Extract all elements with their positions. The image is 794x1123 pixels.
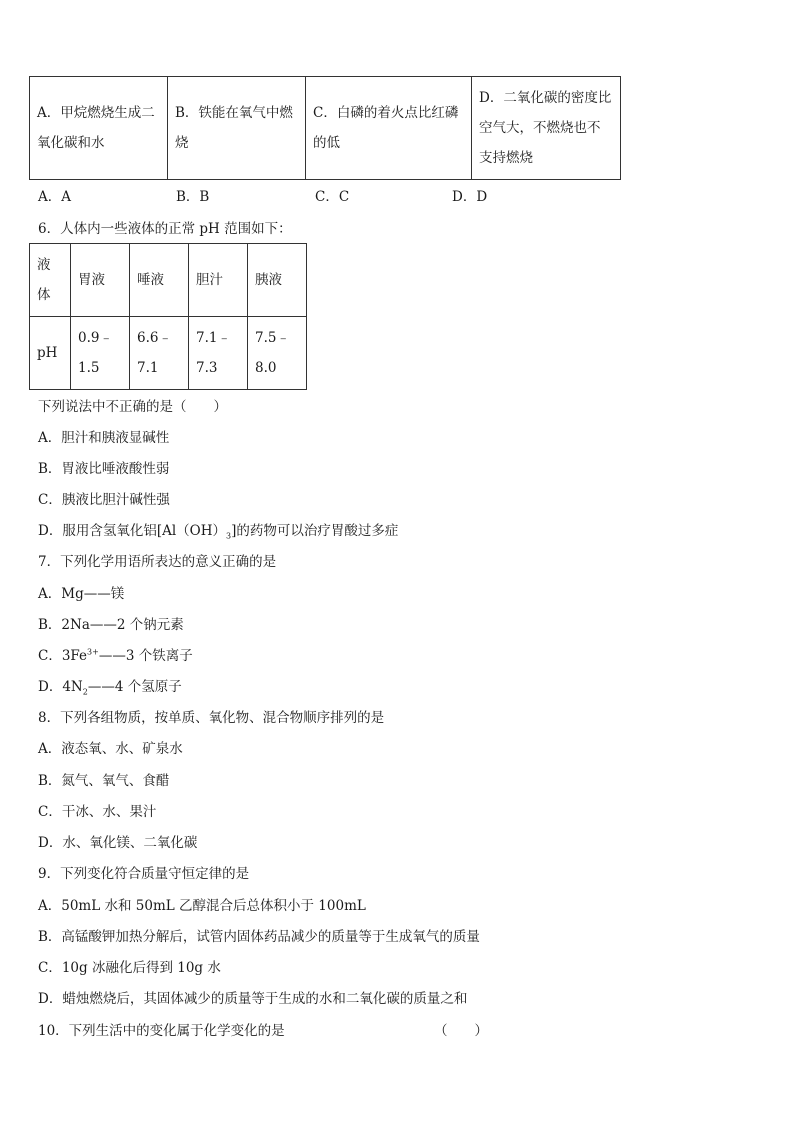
q9-option-b[interactable]: B．高锰酸钾加热分解后，试管内固体药品减少的质量等于生成氧气的质量 — [38, 929, 480, 945]
q9-option-a[interactable]: A．50mL 水和 50mL 乙醇混合后总体积小于 100mL — [38, 898, 366, 914]
ph-table — [29, 243, 307, 390]
q6-option-b[interactable]: B．胃液比唾液酸性弱 — [38, 461, 170, 477]
q9-option-c[interactable]: C．10g 冰融化后得到 10g 水 — [38, 960, 221, 976]
q7-stem: 7．下列化学用语所表达的意义正确的是 — [38, 554, 277, 570]
q5-option-a[interactable]: A．A — [38, 189, 71, 205]
q6-option-c[interactable]: C．胰液比胆汁碱性强 — [38, 492, 170, 508]
q5-option-c[interactable]: C．C — [315, 189, 350, 205]
q10-answer-paren: （ ） — [434, 1023, 488, 1039]
q8-option-d[interactable]: D．水、氧化镁、二氧化碳 — [38, 835, 198, 851]
ph-value-gastric: 0.9﹣1.5 — [71, 317, 130, 390]
q8-option-b[interactable]: B．氮气、氧气、食醋 — [38, 773, 170, 789]
q8-option-c[interactable]: C．干冰、水、果汁 — [38, 804, 157, 820]
ph-value-pancreatic: 7.5﹣8.0 — [248, 317, 307, 390]
table-row — [30, 317, 307, 390]
q5-option-b[interactable]: B．B — [176, 189, 210, 205]
ph-header-gastric: 胃液 — [71, 244, 130, 317]
q5-cell-a: A．甲烷燃烧生成二氧化碳和水 — [30, 77, 168, 180]
q10-stem: 10．下列生活中的变化属于化学变化的是 — [38, 1023, 285, 1039]
q5-cell-b: B．铁能在氧气中燃烧 — [168, 77, 306, 180]
q7-option-a[interactable]: A．Mg——镁 — [38, 586, 125, 602]
q5-cell-d: D．二氧化碳的密度比空气大，不燃烧也不支持燃烧 — [472, 77, 621, 180]
table-row — [30, 77, 621, 180]
q8-option-a[interactable]: A．液态氧、水、矿泉水 — [38, 741, 183, 757]
q5-cell-c: C．白磷的着火点比红磷的低 — [306, 77, 472, 180]
q6-option-a[interactable]: A．胆汁和胰液显碱性 — [38, 430, 170, 446]
ph-value-bile: 7.1﹣7.3 — [189, 317, 248, 390]
q5-answer-options — [38, 187, 598, 207]
q5-options-table — [29, 76, 621, 180]
q7-option-d[interactable]: D．$4N_2——4$ 个氢原子 — [38, 679, 182, 697]
q9-stem: 9．下列变化符合质量守恒定律的是 — [38, 866, 250, 882]
q5-option-d[interactable]: D．D — [452, 189, 488, 205]
q6-stem: 6．人体内一些液体的正常 pH 范围如下： — [38, 221, 292, 237]
q7-option-b[interactable]: B．2Na——2 个钠元素 — [38, 617, 184, 633]
ph-row-label: pH — [30, 317, 71, 390]
ph-header-pancreatic: 胰液 — [248, 244, 307, 317]
ph-value-saliva: 6.6﹣7.1 — [130, 317, 189, 390]
q7-option-c[interactable]: C．$3Fe^{3+}——3$ 个铁离子 — [38, 647, 193, 664]
ph-header-saliva: 唾液 — [130, 244, 189, 317]
ph-header-liquid: 液体 — [30, 244, 71, 317]
table-row — [30, 244, 307, 317]
q6-option-d[interactable]: D．服用含氢氧化铝$[Al(OH)_3]$的药物可以治疗胃酸过多症 — [38, 523, 399, 541]
q9-option-d[interactable]: D．蜡烛燃烧后，其固体减少的质量等于生成的水和二氧化碳的质量之和 — [38, 991, 468, 1007]
q8-stem: 8．下列各组物质，按单质、氧化物、混合物顺序排列的是 — [38, 710, 385, 726]
q6-question: 下列说法中不正确的是（ ） — [38, 399, 227, 415]
ph-header-bile: 胆汁 — [189, 244, 248, 317]
